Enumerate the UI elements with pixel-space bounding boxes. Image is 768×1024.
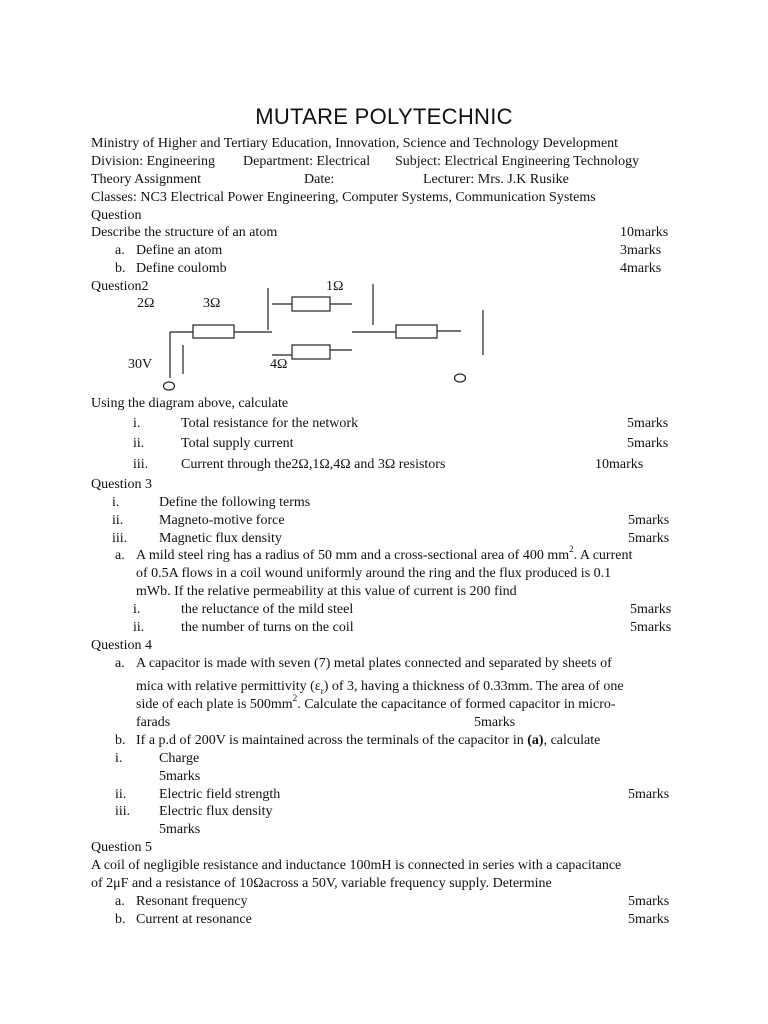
q5b-label: b. — [115, 912, 126, 927]
q5a-text: Resonant frequency — [136, 894, 248, 909]
q2i-marks: 5marks — [627, 416, 669, 431]
resistor-1-ohm — [292, 297, 330, 311]
q3a-i-label: i. — [133, 602, 141, 617]
q5-line2: of 2μF and a resistance of 10Ωacross a 50V, variable frequency supply. Determine — [91, 876, 552, 891]
resistor-4-ohm — [292, 345, 330, 359]
q4b-label: b. — [115, 733, 126, 748]
q3a-i-text: the reluctance of the mild steel — [181, 602, 354, 617]
q3a-line3: mWb. If the relative permeability at this value of current is 200 find — [136, 584, 517, 599]
q1a-text: Define an atom — [136, 243, 223, 258]
q4a-line2: mica with relative permittivity $(\varepsilon_r)$ of 3, having a thickness of 0.33mm. The area of one — [136, 679, 624, 696]
subject-label: Subject: Electrical Engineering Technology — [395, 154, 640, 169]
q1a-label: a. — [115, 243, 125, 258]
q4b-iii-label: iii. — [115, 804, 131, 819]
q2i-label: i. — [133, 416, 141, 431]
q2i-text: Total resistance for the network — [181, 416, 359, 431]
q3iii-marks: 5marks — [628, 531, 670, 546]
question-4-heading: Question 4 — [91, 638, 153, 653]
q4a-label: a. — [115, 656, 125, 671]
division-label: Division: Engineering — [91, 154, 216, 169]
q3ii-text: Magneto-motive force — [159, 513, 285, 528]
question-3-heading: Question 3 — [91, 477, 153, 492]
q4b-ii-marks: 5marks — [628, 787, 670, 802]
q4a-line3: side of each plate is $500mm^2$. Calculate the capacitance of formed capacitor in micro- — [136, 693, 616, 712]
q4a-line4: farads — [136, 715, 171, 730]
q3ii-marks: 5marks — [628, 513, 670, 528]
ministry-line: Ministry of Higher and Tertiary Education, Innovation, Science and Technology Development — [91, 136, 619, 151]
q3a-ii-marks: 5marks — [630, 620, 672, 635]
r1-label: 1Ω — [326, 279, 344, 294]
assignment-label: Theory Assignment — [91, 172, 202, 187]
question-2-heading: Question2 — [91, 279, 149, 294]
q2ii-marks: 5marks — [627, 436, 669, 451]
q5a-label: a. — [115, 894, 125, 909]
q3-define-label: i. — [112, 495, 120, 510]
circuit-diagram — [0, 0, 768, 400]
q5a-marks: 5marks — [628, 894, 670, 909]
q3a-ii-text: the number of turns on the coil — [181, 620, 354, 635]
q4b-i-label: i. — [115, 751, 123, 766]
terminal-left — [164, 382, 175, 390]
q1b-label: b. — [115, 261, 126, 276]
resistor-2-ohm — [193, 325, 234, 338]
document-title: MUTARE POLYTECHNIC — [255, 104, 513, 129]
q1b-marks: 4marks — [620, 261, 662, 276]
q2iii-label: iii. — [133, 457, 149, 472]
q4b-text: If a p.d of 200V is maintained across the terminals of the capacitor in (a), calculate — [136, 733, 601, 748]
resistor-3-ohm — [396, 325, 437, 338]
q3ii-label: ii. — [112, 513, 124, 528]
r3-label: 3Ω — [203, 296, 221, 311]
terminal-right — [455, 374, 466, 382]
r4-label: 4Ω — [270, 357, 288, 372]
q4b-i-marks: 5marks — [159, 769, 201, 784]
q3a-line1: A mild steel ring has a radius of 50 mm and a cross-sectional area of 400 $mm^2$. A current — [136, 544, 633, 563]
q5b-marks: 5marks — [628, 912, 670, 927]
classes-line: Classes: NC3 Electrical Power Engineering, Computer Systems, Communication Systems — [91, 190, 596, 205]
q3-define-text: Define the following terms — [159, 495, 311, 510]
q3a-i-marks: 5marks — [630, 602, 672, 617]
q4b-iii-text: Electric flux density — [159, 804, 273, 819]
q4b-ii-label: ii. — [115, 787, 127, 802]
department-label: Department: Electrical — [243, 154, 371, 169]
question-5-heading: Question 5 — [91, 840, 153, 855]
q3a-line2: of 0.5A flows in a coil wound uniformly around the ring and the flux produced is 0.1 — [136, 566, 612, 581]
q2ii-text: Total supply current — [181, 436, 294, 451]
q4b-ii-text: Electric field strength — [159, 787, 281, 802]
lecturer-label: Lecturer: Mrs. J.K Rusike — [423, 172, 569, 187]
q1-text: Describe the structure of an atom — [91, 225, 278, 240]
q3iii-label: iii. — [112, 531, 128, 546]
r2-label: 2Ω — [137, 296, 155, 311]
q3a-ii-label: ii. — [133, 620, 145, 635]
q1a-marks: 3marks — [620, 243, 662, 258]
q4a-line1: A capacitor is made with seven (7) metal plates connected and separated by sheets of — [136, 656, 612, 671]
question-1-heading: Question — [91, 208, 142, 223]
q4a-marks: 5marks — [474, 715, 516, 730]
q2-intro: Using the diagram above, calculate — [91, 396, 289, 411]
q5-line1: A coil of negligible resistance and inductance 100mH is connected in series with a capacitance — [91, 858, 622, 873]
date-label: Date: — [304, 172, 335, 187]
q1-marks: 10marks — [620, 225, 669, 240]
q2iii-marks: 10marks — [595, 457, 644, 472]
q5b-text: Current at resonance — [136, 912, 252, 927]
q4b-iii-marks: 5marks — [159, 822, 201, 837]
q3iii-text: Magnetic flux density — [159, 531, 282, 546]
q3a-label: a. — [115, 548, 125, 563]
q2iii-text: Current through the2Ω,1Ω,4Ω and 3Ω resistors — [181, 457, 446, 472]
q4b-i-text: Charge — [159, 751, 200, 766]
q2ii-label: ii. — [133, 436, 145, 451]
q1b-text: Define coulomb — [136, 261, 227, 276]
supply-label: 30V — [128, 357, 153, 372]
